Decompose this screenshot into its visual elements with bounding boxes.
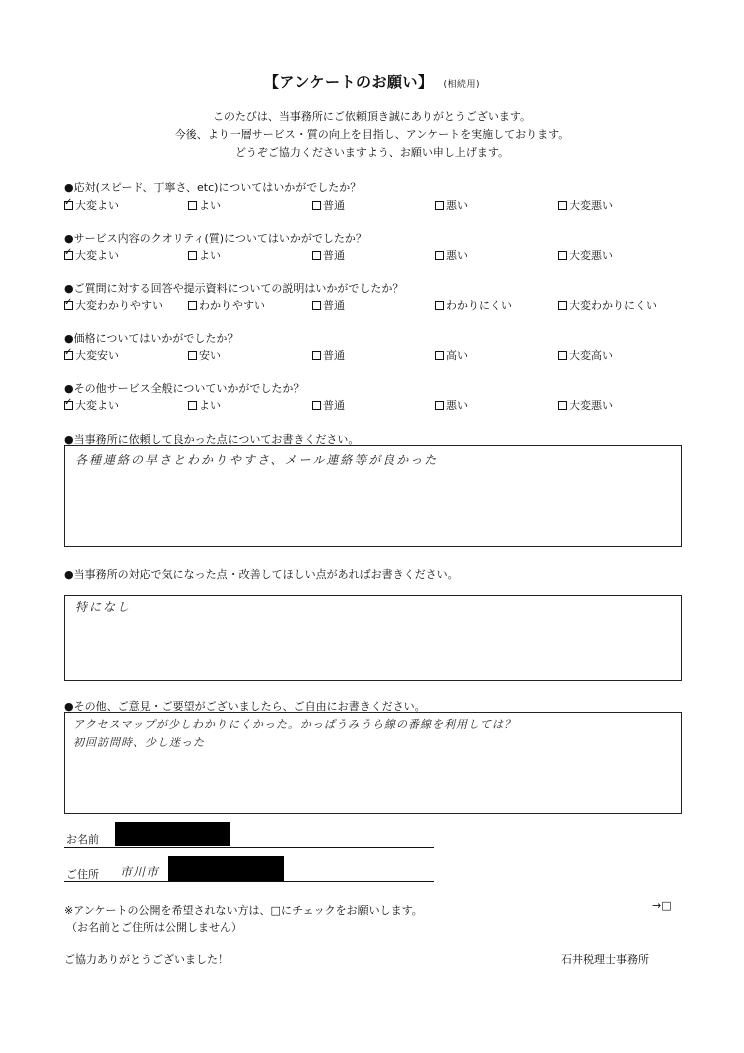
checkbox-icon[interactable] — [188, 401, 197, 410]
address-redacted — [168, 856, 284, 882]
option-very-good[interactable] — [64, 397, 119, 413]
option-cheap[interactable] — [188, 347, 221, 363]
option-bad[interactable] — [435, 397, 468, 413]
checkbox-icon[interactable] — [435, 351, 444, 360]
option-clear[interactable] — [188, 297, 265, 313]
option-very-bad[interactable] — [558, 247, 613, 263]
option-label: 安い — [199, 349, 221, 362]
option-expensive[interactable] — [435, 347, 468, 363]
name-label: お名前 — [66, 833, 99, 846]
checkbox-checked-icon[interactable] — [64, 401, 73, 410]
question-1: ●応対(スピード、丁寧さ、etc)についてはいかがでしたか？ — [64, 181, 362, 194]
checkbox-icon[interactable] — [188, 301, 197, 310]
option-label: 大変よい — [75, 249, 119, 262]
question-2-options — [64, 247, 704, 263]
option-label: 大変悪い — [569, 399, 613, 412]
option-average[interactable] — [312, 197, 345, 213]
free-text-2-box[interactable] — [64, 595, 682, 681]
checkbox-icon[interactable] — [558, 251, 567, 260]
option-good[interactable] — [188, 197, 221, 213]
option-label: わかりやすい — [199, 299, 265, 312]
checkbox-icon[interactable] — [312, 301, 321, 310]
question-1-options — [64, 197, 704, 213]
checkbox-icon[interactable] — [558, 201, 567, 210]
option-label: 普通 — [323, 349, 345, 362]
office-name: 石井税理士事務所 — [561, 953, 649, 966]
option-label: 大変わかりにくい — [569, 299, 657, 312]
address-label: ご住所 — [66, 868, 99, 881]
free-text-2-label: ●当事務所の対応で気になった点・改善してほしい点があればお書きください。 — [64, 568, 459, 581]
option-label: 大変わかりやすい — [75, 299, 163, 312]
option-very-cheap[interactable] — [64, 347, 119, 363]
checkbox-checked-icon[interactable] — [64, 301, 73, 310]
option-very-bad[interactable] — [558, 197, 613, 213]
option-label: 大変悪い — [569, 199, 613, 212]
address-field-line[interactable] — [64, 881, 434, 882]
free-text-1-answer: 各種連絡の早さとわかりやすさ、メール連絡等が良かった — [75, 453, 439, 467]
question-3: ●ご質問に対する回答や提示資料についての説明はいかがでしたか？ — [64, 282, 404, 295]
option-very-clear[interactable] — [64, 297, 163, 313]
question-4-options — [64, 347, 704, 363]
option-label: 悪い — [446, 199, 468, 212]
checkbox-icon[interactable] — [435, 401, 444, 410]
subtitle: (相続用) — [443, 80, 481, 90]
checkbox-icon[interactable] — [188, 351, 197, 360]
publish-note-sub: （お名前とご住所は公開しません） — [66, 921, 242, 934]
address-value: 市川市 — [120, 865, 160, 879]
publish-note: ※アンケートの公開を希望されない方は、□にチェックをお願いします。 — [64, 904, 423, 917]
checkbox-icon[interactable] — [558, 401, 567, 410]
option-good[interactable] — [188, 397, 221, 413]
question-2: ●サービス内容のクオリティ(質)についてはいかがでしたか？ — [64, 232, 367, 245]
option-very-unclear[interactable] — [558, 297, 657, 313]
checkbox-icon[interactable] — [188, 201, 197, 210]
option-label: 大変よい — [75, 399, 119, 412]
title-text: 【アンケートのお願い】 — [263, 73, 434, 91]
option-average[interactable] — [312, 247, 345, 263]
option-very-expensive[interactable] — [558, 347, 613, 363]
thanks-text: ご協力ありがとうございました！ — [64, 953, 229, 966]
question-3-options — [64, 297, 704, 313]
checkbox-icon[interactable] — [435, 301, 444, 310]
page-title — [0, 71, 744, 92]
option-label: 悪い — [446, 249, 468, 262]
intro-line: 今後、より一層サービス・質の向上を目指し、アンケートを実施しております。 — [174, 128, 570, 141]
free-text-2-answer: 特になし — [75, 600, 132, 614]
checkbox-icon[interactable] — [312, 201, 321, 210]
name-field-line[interactable] — [64, 847, 434, 848]
option-label: 普通 — [323, 249, 345, 262]
question-5-options — [64, 397, 704, 413]
option-label: よい — [199, 249, 221, 262]
option-label: 普通 — [323, 399, 345, 412]
intro — [0, 108, 744, 162]
option-label: 大変高い — [569, 349, 613, 362]
option-average[interactable] — [312, 397, 345, 413]
option-label: 大変よい — [75, 199, 119, 212]
name-redacted — [115, 822, 230, 846]
option-label: 大変悪い — [569, 249, 613, 262]
option-label: よい — [199, 399, 221, 412]
checkbox-checked-icon[interactable] — [64, 201, 73, 210]
checkbox-icon[interactable] — [188, 251, 197, 260]
intro-line: このたびは、当事務所にご依頼頂き誠にありがとうございます。 — [212, 110, 532, 123]
option-very-good[interactable] — [64, 247, 119, 263]
option-average[interactable] — [312, 347, 345, 363]
option-average[interactable] — [312, 297, 345, 313]
option-label: よい — [199, 199, 221, 212]
option-label: 普通 — [323, 199, 345, 212]
free-text-3-box[interactable] — [64, 712, 682, 814]
free-text-1-box[interactable] — [64, 445, 682, 547]
checkbox-checked-icon[interactable] — [64, 351, 73, 360]
free-text-3-answer-line: 初回訪問時、少し迷った — [73, 736, 205, 749]
option-label: わかりにくい — [446, 299, 512, 312]
option-good[interactable] — [188, 247, 221, 263]
question-4: ●価格についてはいかがでしたか？ — [64, 332, 239, 345]
option-label: 大変安い — [75, 349, 119, 362]
option-bad[interactable] — [435, 197, 468, 213]
checkbox-icon[interactable] — [435, 201, 444, 210]
checkbox-icon[interactable] — [312, 251, 321, 260]
option-very-bad[interactable] — [558, 397, 613, 413]
option-very-good[interactable] — [64, 197, 119, 213]
option-bad[interactable] — [435, 247, 468, 263]
opt-out-checkbox[interactable]: →□ — [652, 899, 672, 912]
checkbox-icon[interactable] — [558, 351, 567, 360]
checkbox-icon[interactable] — [435, 251, 444, 260]
free-text-3-answer-line: アクセスマップが少しわかりにくかった。かっぱうみうら線の番線を利用しては？ — [73, 718, 517, 731]
option-unclear[interactable] — [435, 297, 512, 313]
checkbox-icon[interactable] — [312, 351, 321, 360]
option-label: 悪い — [446, 399, 468, 412]
option-label: 高い — [446, 349, 468, 362]
checkbox-icon[interactable] — [558, 301, 567, 310]
checkbox-checked-icon[interactable] — [64, 251, 73, 260]
free-text-1-label: ●当事務所に依頼して良かった点についてお書きください。 — [64, 433, 360, 446]
checkbox-icon[interactable] — [312, 401, 321, 410]
option-label: 普通 — [323, 299, 345, 312]
intro-line: どうぞご協力くださいますよう、お願い申し上げます。 — [234, 146, 510, 159]
question-5: ●その他サービス全般についていかがでしたか？ — [64, 382, 305, 395]
free-text-3-label: ●その他、ご意見・ご要望がございましたら、ご自由にお書きください。 — [64, 700, 426, 713]
